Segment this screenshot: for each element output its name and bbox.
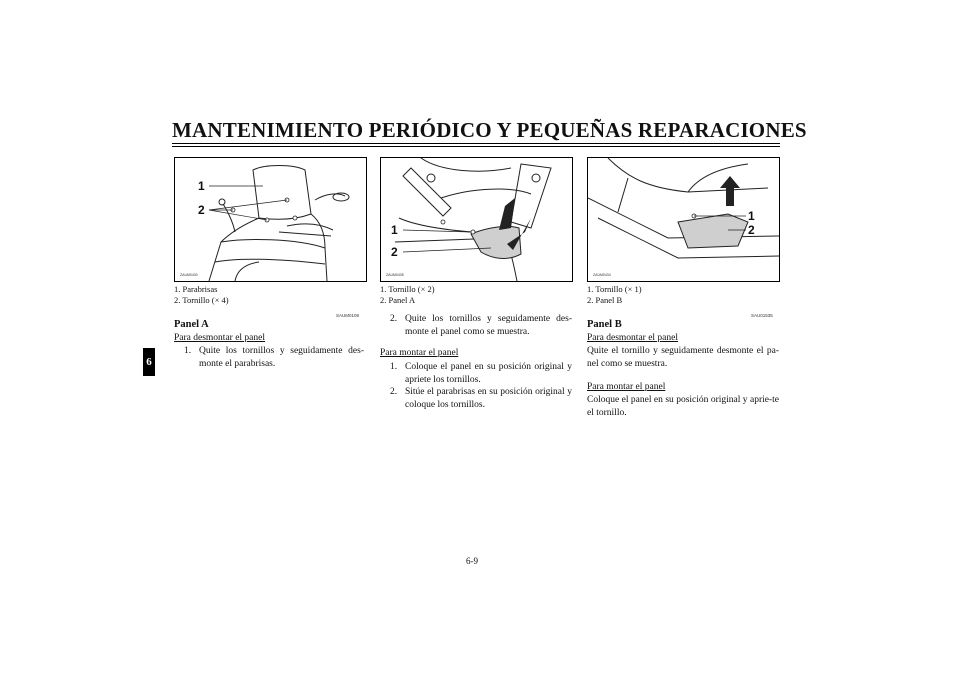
callout-2: 2 (198, 203, 205, 217)
subheading: Para montar el panel (587, 382, 666, 392)
figure-3-caption (587, 284, 642, 306)
figure-code: ZAUM0430 (180, 273, 198, 277)
callout-2: 2 (391, 245, 398, 259)
step-list-top (390, 313, 572, 338)
paragraph: Coloque el panel en su posición original y aprie-te el tornillo. (587, 395, 779, 418)
step-number: 2. (390, 314, 398, 324)
caption-line: 1. Tornillo (× 2) (380, 284, 435, 294)
page-number: 6-9 (466, 556, 478, 566)
figure-code: ZAUM0434 (593, 273, 611, 277)
step-text: Sitúe el parabrisas en su posición original y coloque los tornillos. (405, 387, 572, 410)
list-item (390, 361, 572, 386)
callout-1: 1 (198, 179, 205, 193)
callout-2: 2 (748, 223, 755, 237)
title-rule-top (172, 143, 780, 144)
caption-line: 1. Tornillo (× 1) (587, 284, 642, 294)
caption-line: 2. Panel A (380, 295, 416, 305)
subheading: Para montar el panel (380, 348, 459, 358)
panel-a-illustration (381, 158, 572, 281)
subheading: Para desmontar el panel (587, 333, 679, 343)
section-code: SAU01535 (751, 313, 773, 318)
caption-line: 1. Parabrisas (174, 284, 218, 294)
page-title: MANTENIMIENTO PERIÓDICO Y PEQUEÑAS REPARACIONES (172, 118, 807, 142)
step-text: Quite los tornillos y seguidamente des-monte el panel como se muestra. (405, 314, 572, 337)
step-text: Quite los tornillos y seguidamente des-monte el parabrisas. (199, 346, 364, 369)
step-number: 1. (184, 346, 192, 356)
list-item (390, 313, 572, 338)
figure-windshield (174, 157, 367, 282)
step-number: 1. (390, 362, 398, 372)
callout-1: 1 (391, 223, 398, 237)
figure-1-caption (174, 284, 229, 306)
section-code: SAUM0108 (336, 313, 360, 318)
windshield-illustration (175, 158, 366, 281)
subheading: Para desmontar el panel (174, 333, 266, 343)
section-heading: Panel A (174, 319, 209, 330)
figure-2-caption (380, 284, 435, 306)
figure-panel-a (380, 157, 573, 282)
list-item (390, 386, 572, 411)
title-rule-bottom (172, 146, 780, 147)
section-heading: Panel B (587, 319, 622, 330)
step-list (184, 345, 364, 370)
caption-line: 2. Panel B (587, 295, 623, 305)
step-list (390, 361, 572, 411)
step-number: 2. (390, 387, 398, 397)
callout-1: 1 (748, 209, 755, 223)
panel-b-illustration (588, 158, 779, 281)
figure-panel-b (587, 157, 780, 282)
step-text: Coloque el panel en su posición original y apriete los tornillos. (405, 362, 572, 385)
caption-line: 2. Tornillo (× 4) (174, 295, 229, 305)
chapter-tab: 6 (143, 348, 155, 376)
paragraph: Quite el tornillo y seguidamente desmonte el pa-nel como se muestra. (587, 346, 779, 369)
figure-code: ZAUM0435 (386, 273, 404, 277)
list-item (184, 345, 364, 370)
